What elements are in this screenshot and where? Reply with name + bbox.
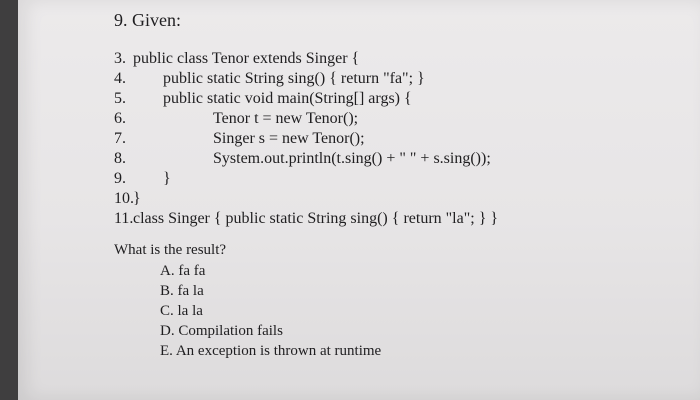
code-line-number-3: 3.	[114, 50, 126, 67]
answer-option-e: E. An exception is thrown at runtime	[160, 343, 382, 359]
code-line-9: }	[163, 170, 171, 187]
code-line-6: Tenor t = new Tenor();	[213, 110, 359, 127]
code-line-5: public static void main(String[] args) {	[163, 90, 412, 107]
code-line-number-9: 9.	[114, 170, 126, 187]
code-line-number-7: 7.	[114, 130, 126, 147]
answer-option-c: C. la la	[160, 303, 203, 319]
code-line-number-11: 11.	[114, 210, 134, 227]
code-line-number-8: 8.	[114, 150, 126, 167]
answer-option-b: B. fa la	[160, 283, 204, 299]
code-line-number-10: 10.	[114, 190, 134, 207]
code-line-3: public class Tenor extends Singer {	[133, 50, 360, 67]
answer-option-a: A. fa fa	[160, 263, 206, 279]
code-line-number-4: 4.	[114, 70, 126, 87]
code-line-number-6: 6.	[114, 110, 126, 127]
code-line-10: }	[133, 190, 141, 207]
code-line-11: class Singer { public static String sing() { return "la"; } }	[133, 210, 499, 227]
code-line-8: System.out.println(t.sing() + " " + s.sing());	[213, 150, 491, 167]
code-line-7: Singer s = new Tenor();	[213, 130, 365, 147]
code-line-number-5: 5.	[114, 90, 126, 107]
question-number-title: 9. Given:	[114, 10, 181, 30]
answer-option-d: D. Compilation fails	[160, 323, 283, 339]
code-line-4: public static String sing() { return "fa"; }	[163, 70, 425, 87]
question-prompt: What is the result?	[114, 242, 227, 258]
